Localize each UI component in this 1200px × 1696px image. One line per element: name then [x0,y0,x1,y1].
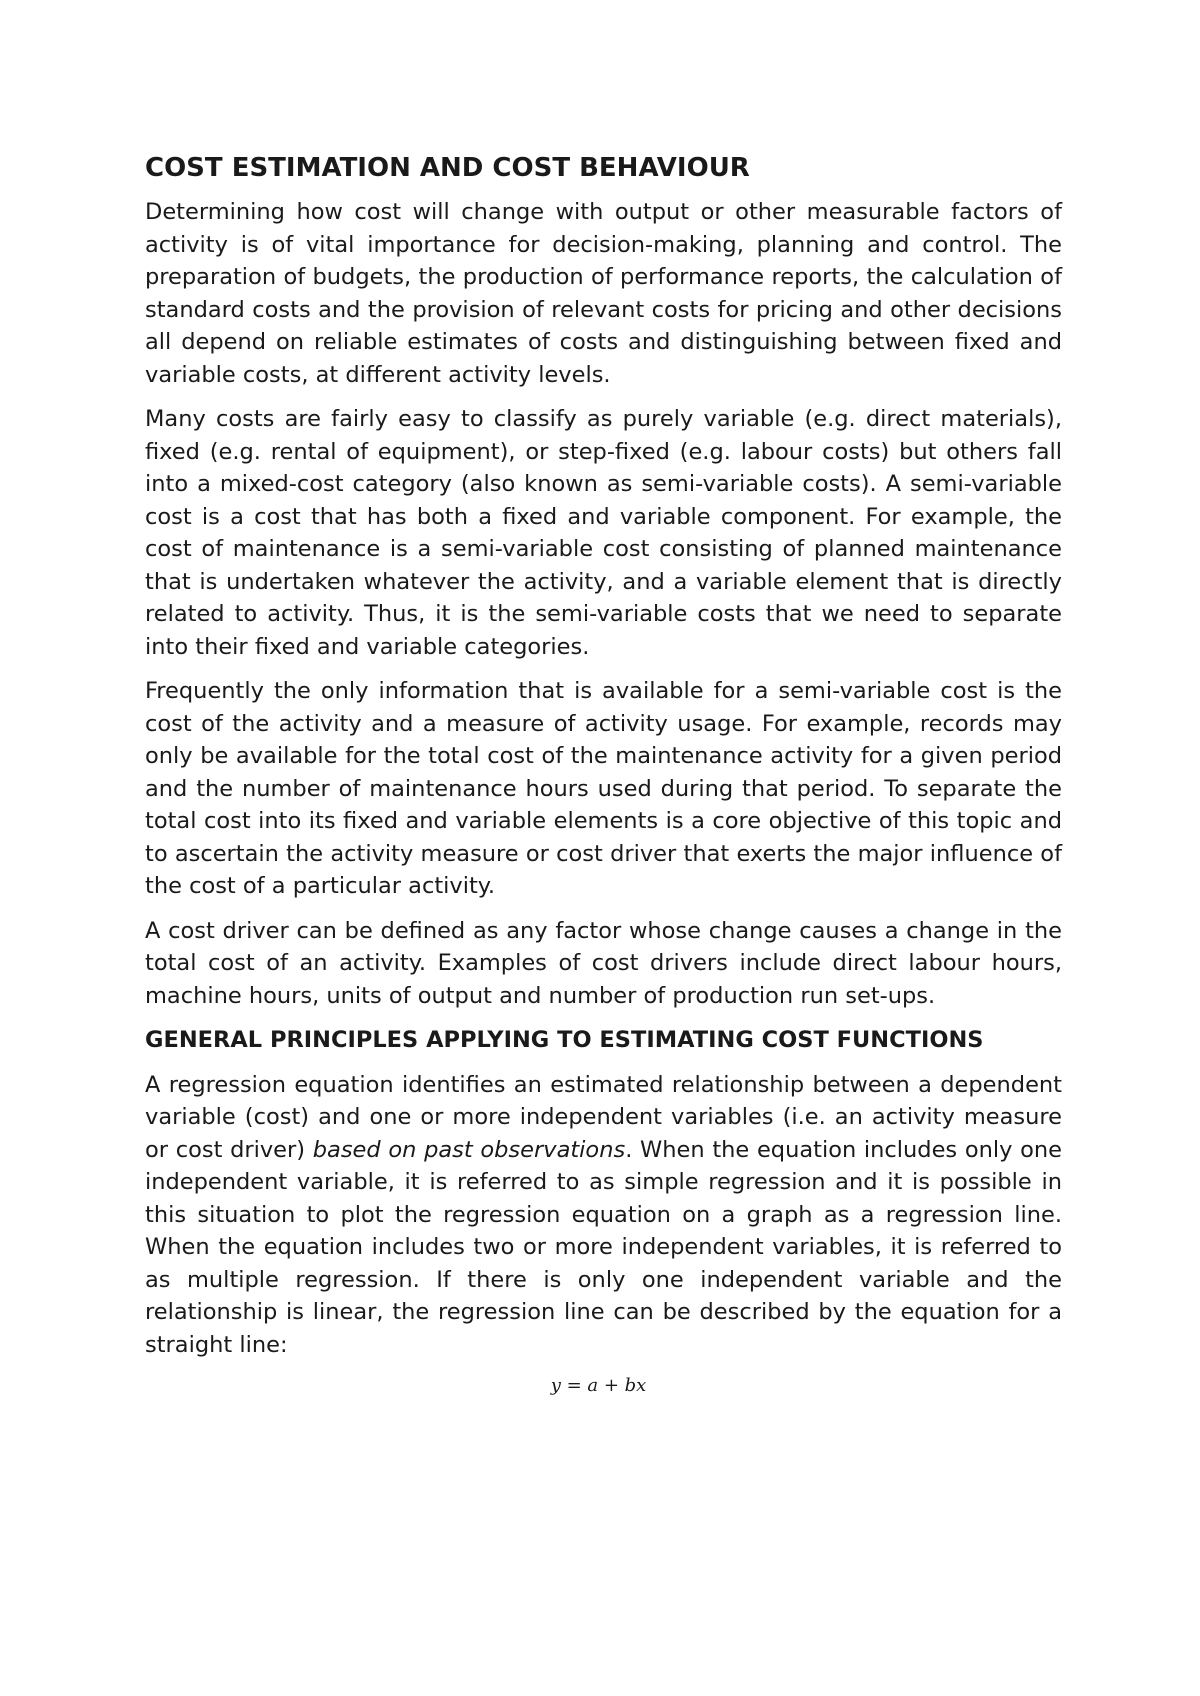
paragraph-cost-driver: A cost driver can be defined as any factor whose change causes a change in the total cost of an activity. Examples of cost drivers include direct labour hours, machine hours, units of output and number of production run set-ups. [145,917,1062,1009]
section-heading: GENERAL PRINCIPLES APPLYING TO ESTIMATING COST FUNCTIONS [145,1027,984,1053]
document-page [145,150,1062,1399]
paragraph-regression [145,1069,1062,1362]
paragraph-cost-classification: Many costs are fairly easy to classify as purely variable (e.g. direct materials), fixed (e.g. rental of equipment), or step-fixed (e.g. labour costs) but others fall into a mixed-cost category (also known as semi-variable costs). A semi-variable cost is a cost that has both a fixed and variable component. For example, the cost of maintenance is a semi-variable cost consisting of planned maintenance that is undertaken whatever the activity, and a variable element that is directly related to activity. Thus, it is the semi-variable costs that we need to separate into their fixed and variable categories. [145,406,1062,660]
page-title: COST ESTIMATION AND COST BEHAVIOUR [145,153,750,183]
regression-text-part2: . When the equation includes only one independent variable, it is referred to as simple regression and it is possible in this situation to plot the regression equation on a graph as a regression line. When the equation includes two or more independent variables, it is referred to as multiple regression. If there is only one independent variable and the relationship is linear, the regression line can be described by the equation for a straight line: [145,1136,1063,1358]
regression-emphasis: based on past observations [312,1136,626,1163]
paragraph-semi-variable-info: Frequently the only information that is available for a semi-variable cost is the cost of the activity and a measure of activity usage. For example, records may only be available for the total cost of the maintenance activity for a given period and the number of maintenance hours used during that period. To separate the total cost into its fixed and variable elements is a core objective of this topic and to ascertain the activity measure or cost driver that exerts the major influence of the cost of a particular activity. [145,678,1062,899]
regression-equation: y = a + bx [550,1375,647,1396]
regression-text-part1: A regression equation identifies an estimated relationship between a dependent variable (cost) and one or more independent variables (i.e. an activity measure or cost driver) [145,1071,1062,1163]
paragraph-intro: Determining how cost will change with output or other measurable factors of activity is of vital importance for decision-making, planning and control. The preparation of budgets, the production of performance reports, the calculation of standard costs and the provision of relevant costs for pricing and other decisions all depend on reliable estimates of costs and distinguishing between fixed and variable costs, at different activity levels. [145,199,1062,388]
